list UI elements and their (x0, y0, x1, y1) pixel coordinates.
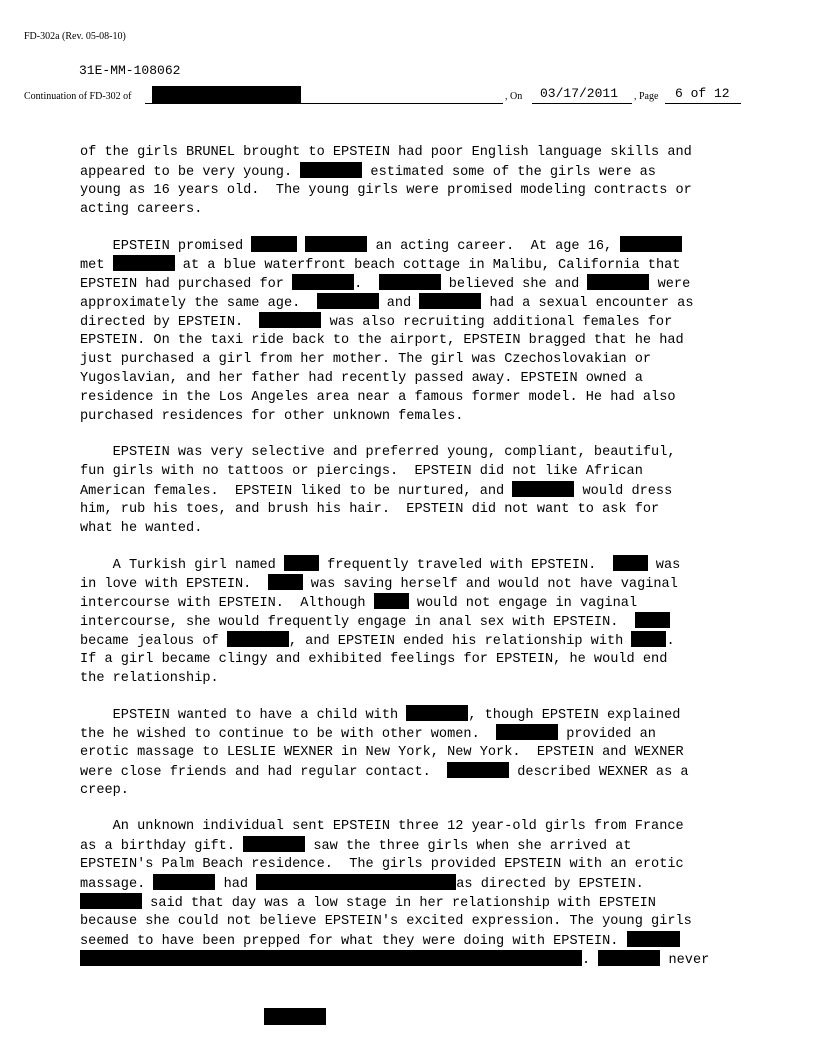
text-line (80, 724, 750, 743)
paragraph-4 (80, 555, 750, 688)
redaction-block (305, 236, 367, 252)
paragraph-2 (80, 236, 750, 426)
text-segment: became jealous of (80, 634, 227, 649)
text-segment: never (660, 953, 710, 968)
text-line (80, 762, 750, 781)
redaction-block (284, 555, 319, 571)
text-segment: the he wished to continue to be with other women. (80, 727, 497, 742)
text-segment: at a blue waterfront beach cottage in Malibu, California that (174, 258, 681, 273)
text-segment: American females. EPSTEIN liked to be nurtured, and (80, 484, 513, 499)
text-segment: , though EPSTEIN explained (468, 708, 681, 723)
text-segment: EPSTEIN wanted to have a child with (80, 708, 407, 723)
redaction-block (153, 874, 215, 890)
text-segment: said that day was a low stage in her relationship with EPSTEIN (142, 896, 656, 911)
text-line: the relationship. (80, 671, 219, 686)
text-segment: . (354, 277, 379, 292)
paragraph-6 (80, 817, 750, 969)
text-segment: and (378, 296, 420, 311)
text-line (80, 893, 750, 912)
text-line: An unknown individual sent EPSTEIN three 12 year-old girls from France (80, 819, 684, 834)
text-line: erotic massage to LESLIE WEXNER in New York, New York. EPSTEIN and WEXNER (80, 745, 684, 760)
text-line (80, 555, 750, 574)
redaction-block (113, 255, 175, 271)
text-segment: intercourse, she would frequently engage in anal sex with EPSTEIN. (80, 615, 635, 630)
text-segment: directed by EPSTEIN. (80, 315, 260, 330)
text-segment: seemed to have been prepped for what they were doing with EPSTEIN. (80, 934, 627, 949)
redaction-block (627, 931, 680, 947)
text-line: If a girl became clingy and exhibited feelings for EPSTEIN, he would end (80, 652, 668, 667)
redaction-block (512, 481, 574, 497)
text-segment: approximately the same age. (80, 296, 317, 311)
redaction-block (635, 612, 670, 628)
text-segment: . (582, 953, 599, 968)
redaction-block (496, 724, 558, 740)
redaction-block (264, 1008, 326, 1025)
text-line: residence in the Los Angeles area near a famous former model. He had also (80, 390, 676, 405)
text-segment: EPSTEIN promised (80, 239, 252, 254)
redaction-block (620, 236, 682, 252)
text-segment: saw the three girls when she arrived at (305, 839, 632, 854)
redaction-block (598, 950, 660, 966)
text-segment: in love with EPSTEIN. (80, 577, 268, 592)
text-line (80, 631, 750, 650)
text-line: of the girls BRUNEL brought to EPSTEIN had poor English language skills and (80, 145, 692, 160)
text-line (80, 950, 750, 969)
text-line (80, 162, 750, 181)
text-segment: believed she and (440, 277, 588, 292)
text-segment: were (649, 277, 691, 292)
text-line: what he wanted. (80, 521, 203, 536)
text-line: creep. (80, 783, 129, 798)
text-line: EPSTEIN. On the taxi ride back to the airport, EPSTEIN bragged that he had (80, 333, 684, 348)
text-segment: was also recruiting additional females for (321, 315, 673, 330)
text-segment: described WEXNER as a (509, 765, 689, 780)
redaction-block (80, 893, 142, 909)
text-line (80, 293, 750, 312)
text-segment: met (80, 258, 113, 273)
continuation-label: Continuation of FD-302 of (24, 91, 132, 102)
text-segment: EPSTEIN had purchased for (80, 277, 293, 292)
redaction-block (587, 274, 649, 290)
text-line (80, 255, 750, 274)
text-line (80, 481, 750, 500)
paragraph-1 (80, 143, 750, 219)
text-line: because she could not believe EPSTEIN's excited expression. The young girls (80, 914, 692, 929)
text-segment: an acting career. At age 16, (367, 239, 621, 254)
text-line: Yugoslavian, and her father had recently passed away. EPSTEIN owned a (80, 371, 643, 386)
redaction-block (251, 236, 297, 252)
redaction-block (419, 293, 481, 309)
redaction-block (374, 593, 409, 609)
text-segment: had a sexual encounter as (481, 296, 694, 311)
page-number: 6 of 12 (675, 86, 730, 101)
redaction-block (152, 86, 301, 103)
text-segment: were close friends and had regular contact. (80, 765, 448, 780)
redaction-block (227, 631, 289, 647)
redaction-block (379, 274, 441, 290)
redaction-block (243, 836, 305, 852)
text-line: fun girls with no tattoos or piercings. EPSTEIN did not like African (80, 464, 643, 479)
redaction-block (292, 274, 354, 290)
text-segment: massage. (80, 877, 154, 892)
text-segment: . (666, 634, 675, 649)
text-segment: would not engage in vaginal (408, 596, 638, 611)
text-line: purchased residences for other unknown females. (80, 409, 464, 424)
redaction-block (300, 162, 362, 178)
text-line: acting careers. (80, 202, 203, 217)
text-segment: as directed by EPSTEIN. (456, 877, 644, 892)
text-line (80, 612, 750, 631)
text-segment: had (215, 877, 257, 892)
text-segment: provided an (558, 727, 656, 742)
redaction-block (447, 762, 509, 778)
text-line (80, 593, 750, 612)
text-line: EPSTEIN's Palm Beach residence. The girls provided EPSTEIN with an erotic (80, 857, 684, 872)
page-underline (665, 103, 741, 104)
text-segment: intercourse with EPSTEIN. Although (80, 596, 374, 611)
redaction-block (80, 950, 582, 966)
text-line: him, rub his toes, and brush his hair. EPSTEIN did not want to ask for (80, 502, 660, 517)
text-segment: , and EPSTEIN ended his relationship with (288, 634, 632, 649)
text-line (80, 236, 750, 255)
text-line: EPSTEIN was very selective and preferred young, compliant, beautiful, (80, 445, 676, 460)
text-line (80, 931, 750, 950)
redaction-block (613, 555, 648, 571)
redaction-block (317, 293, 379, 309)
page-label: , Page (634, 91, 659, 102)
text-segment: frequently traveled with EPSTEIN. (318, 558, 613, 573)
text-segment: was saving herself and would not have vaginal (302, 577, 678, 592)
text-segment (297, 239, 305, 254)
redaction-block (259, 312, 321, 328)
paragraph-5 (80, 705, 750, 800)
paragraph-3 (80, 443, 750, 538)
text-line: just purchased a girl from her mother. The girl was Czechoslovakian or (80, 352, 652, 367)
redaction-block (631, 631, 666, 647)
text-segment: as a birthday gift. (80, 839, 244, 854)
text-line (80, 874, 750, 893)
date-underline (532, 103, 632, 104)
text-segment: A Turkish girl named (80, 558, 284, 573)
text-segment: was (647, 558, 681, 573)
form-id: FD-302a (Rev. 05-08-10) (24, 31, 126, 42)
document-body (80, 143, 750, 986)
file-number: 31E-MM-108062 (79, 63, 181, 78)
text-segment: estimated some of the girls were as (362, 165, 656, 180)
on-label: , On (505, 91, 523, 102)
text-line (80, 705, 750, 724)
text-line (80, 312, 750, 331)
continuation-underline (145, 103, 503, 104)
text-segment: appeared to be very young. (80, 165, 301, 180)
redaction-block (406, 705, 468, 721)
document-date: 03/17/2011 (540, 86, 619, 101)
redaction-block (256, 874, 456, 890)
text-line (80, 574, 750, 593)
redaction-block (268, 574, 303, 590)
text-line (80, 836, 750, 855)
text-line: young as 16 years old. The young girls were promised modeling contracts or (80, 183, 692, 198)
text-segment: would dress (574, 484, 673, 499)
text-line (80, 274, 750, 293)
